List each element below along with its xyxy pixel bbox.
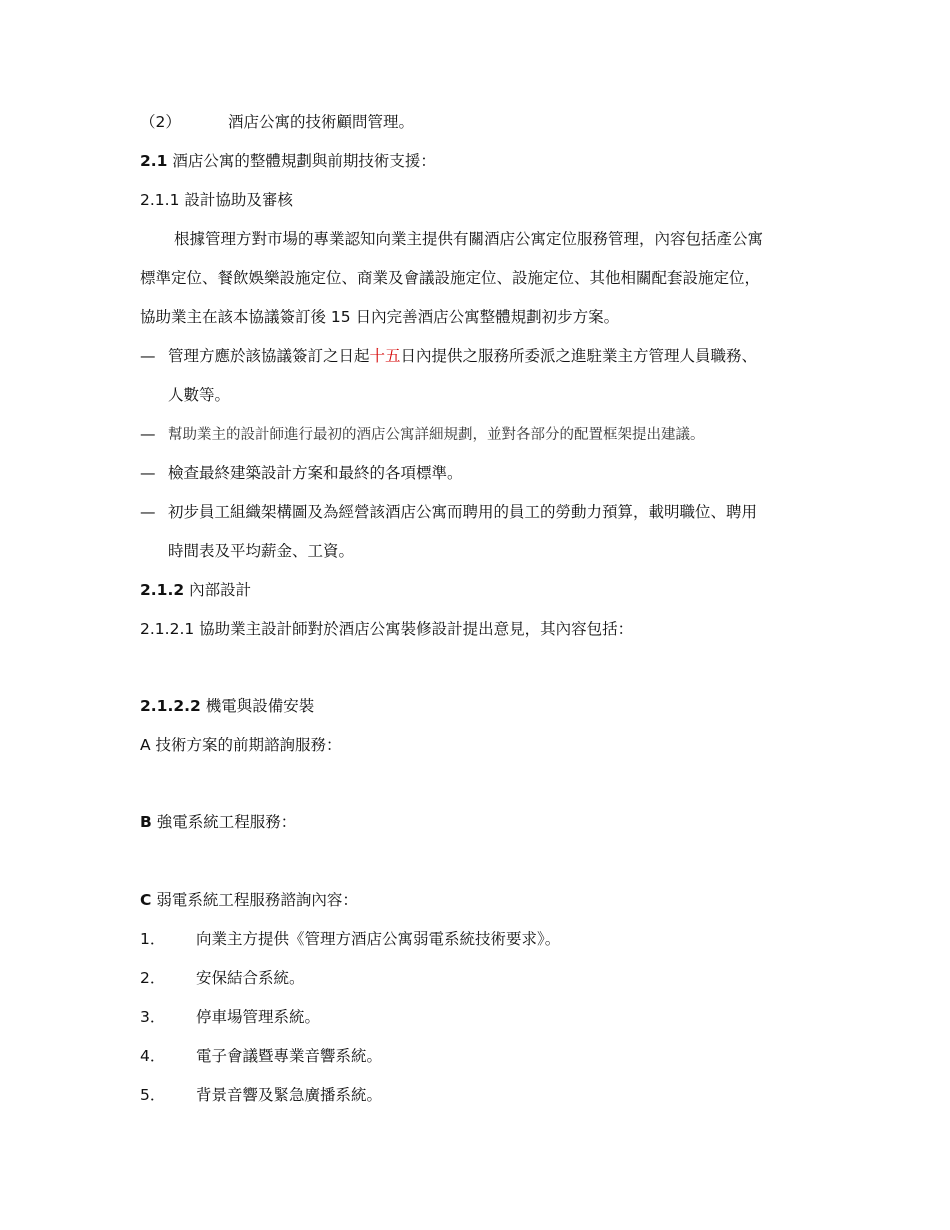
list-text: 向業主方提供《管理方酒店公寓弱電系統技術要求》。 <box>196 930 561 948</box>
section-number: 2.1.2.2 <box>140 697 201 715</box>
list-item <box>140 1085 382 1105</box>
item-c <box>140 890 358 910</box>
bullet-continuation: 時間表及平均薪金、工資。 <box>168 542 355 560</box>
item-text: 強電系統工程服務： <box>151 813 297 831</box>
list-number: 4． <box>140 1047 166 1065</box>
list-number: 1． <box>140 930 166 948</box>
bullet-text: 幫助業主的設計師進行最初的酒店公寓詳細規劃，並對各部分的配置框架提出建議。 <box>168 427 705 443</box>
list-item <box>140 1007 320 1027</box>
section-marker: （2） <box>140 113 181 131</box>
bullet-item <box>140 346 757 366</box>
paragraph-line: 根據管理方對市場的專業認知向業主提供有關酒店公寓定位服務管理，內容包括產公寓 <box>174 230 764 248</box>
list-number: 3． <box>140 1008 166 1026</box>
section-2-1-1-heading: 2.1.1 設計協助及審核 <box>140 191 293 209</box>
section-title: 酒店公寓的整體規劃與前期技術支援： <box>167 152 436 170</box>
item-letter: A <box>140 736 151 754</box>
list-text: 背景音響及緊急廣播系統。 <box>196 1086 383 1104</box>
bullet-text: 日內提供之服務所委派之進駐業主方管理人員職務、 <box>400 347 758 365</box>
bullet-item <box>140 424 705 445</box>
section-2-heading <box>140 112 414 132</box>
item-text: 弱電系統工程服務諮詢內容： <box>151 891 358 909</box>
bullet-item <box>140 463 463 483</box>
section-number: 2.1.2 <box>140 581 185 599</box>
item-text: 技術方案的前期諮詢服務： <box>150 736 342 754</box>
highlighted-days: 十五 <box>369 347 401 365</box>
paragraph-line: 標準定位、餐飲娛樂設施定位、商業及會議設施定位、設施定位、其他相關配套設施定位， <box>140 269 761 287</box>
list-text: 安保結合系統。 <box>196 969 305 987</box>
dash-marker: — <box>140 425 156 443</box>
item-letter: B <box>140 813 152 831</box>
section-number: 2.1 <box>140 152 168 170</box>
section-title: 機電與設備安裝 <box>200 697 315 715</box>
item-a <box>140 735 342 755</box>
paragraph-line: 協助業主在該本協議簽訂後 15 日內完善酒店公寓整體規劃初步方案。 <box>140 308 620 326</box>
section-title: 內部設計 <box>184 581 252 599</box>
list-item <box>140 929 560 949</box>
bullet-text: 管理方應於該協議簽訂之日起 <box>168 347 370 365</box>
list-number: 2． <box>140 969 166 987</box>
section-2-1-2-heading <box>140 580 251 600</box>
dash-marker: — <box>140 347 156 365</box>
bullet-text: 檢查最終建築設計方案和最終的各項標準。 <box>168 464 463 482</box>
list-text: 電子會議暨專業音響系統。 <box>196 1047 383 1065</box>
list-item <box>140 968 305 988</box>
section-2-1-heading <box>140 151 436 171</box>
bullet-item <box>140 502 757 522</box>
list-item <box>140 1046 382 1066</box>
dash-marker: — <box>140 503 156 521</box>
list-number: 5． <box>140 1086 166 1104</box>
item-b <box>140 812 296 832</box>
bullet-continuation: 人數等。 <box>168 386 231 404</box>
dash-marker: — <box>140 464 156 482</box>
section-title: 酒店公寓的技術顧問管理。 <box>228 113 415 131</box>
section-2-1-2-1-text: 2.1.2.1 協助業主設計師對於酒店公寓裝修設計提出意見，其內容包括： <box>140 620 634 638</box>
section-2-1-2-2-heading <box>140 696 314 716</box>
item-letter: C <box>140 891 152 909</box>
list-text: 停車場管理系統。 <box>196 1008 321 1026</box>
bullet-text: 初步員工組織架構圖及為經營該酒店公寓而聘用的員工的勞動力預算，載明職位、聘用 <box>168 503 758 521</box>
